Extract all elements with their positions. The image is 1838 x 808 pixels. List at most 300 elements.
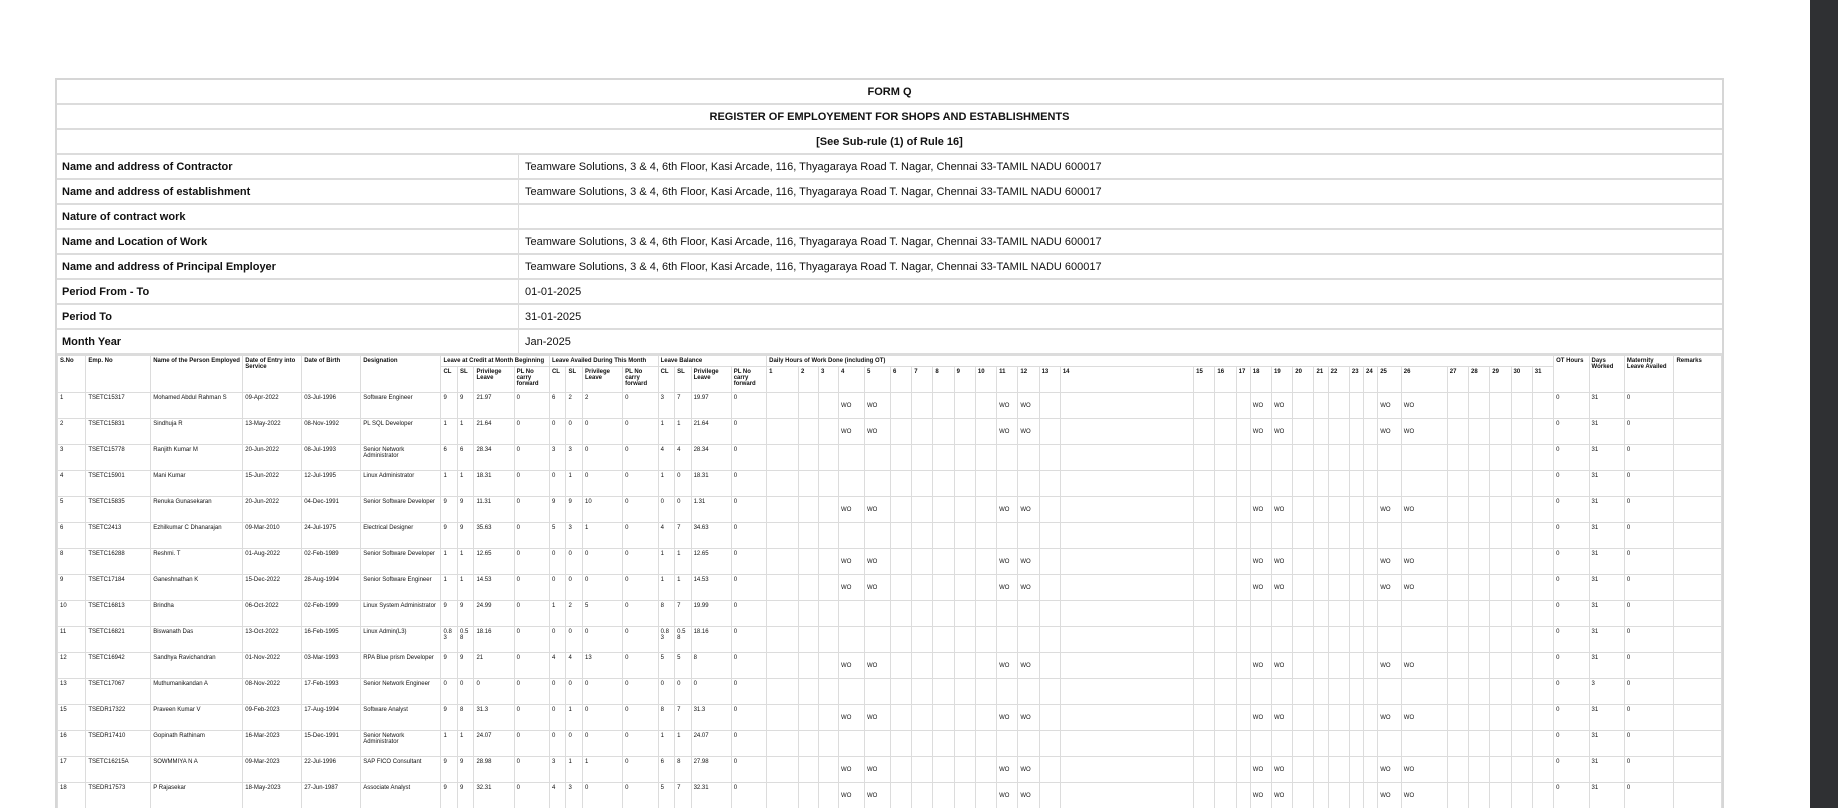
cell-day xyxy=(1215,497,1236,523)
cell-day xyxy=(912,393,933,419)
cell-day xyxy=(819,653,839,679)
cell-balance-sl: 0.58 xyxy=(675,627,692,653)
cell-day xyxy=(912,471,933,497)
cell-day xyxy=(1060,783,1193,808)
cell-day xyxy=(798,757,818,783)
cell-day xyxy=(1349,705,1363,731)
cell-name: SOWMMIYA N A xyxy=(151,757,243,783)
cell-day xyxy=(1039,549,1060,575)
cell-day: WO xyxy=(1272,419,1293,445)
cell-day xyxy=(1293,627,1314,653)
cell-doe: 13-May-2022 xyxy=(243,419,302,445)
table-row xyxy=(58,549,1722,575)
cell-day xyxy=(1511,497,1532,523)
cell-credit-sl: 9 xyxy=(457,393,474,419)
cell-remarks xyxy=(1674,653,1722,679)
cell-day xyxy=(1039,705,1060,731)
cell-day xyxy=(954,419,975,445)
cell-day xyxy=(1314,627,1328,653)
cell-day xyxy=(1349,471,1363,497)
cell-day: WO xyxy=(865,705,891,731)
cell-balance-sl: 8 xyxy=(675,757,692,783)
cell-availed-cl: 3 xyxy=(549,445,566,471)
cell-credit-sl: 9 xyxy=(457,523,474,549)
cell-credit-cl: 9 xyxy=(441,653,458,679)
cell-day xyxy=(954,679,975,705)
cell-days-worked: 3 xyxy=(1589,679,1624,705)
cell-availed-sl: 2 xyxy=(566,601,583,627)
sub-header-cl: CL xyxy=(441,367,458,393)
cell-day xyxy=(1532,627,1553,653)
cell-day xyxy=(767,653,799,679)
cell-day: WO xyxy=(1378,705,1402,731)
cell-day: WO xyxy=(1250,575,1271,601)
table-row xyxy=(58,419,1722,445)
cell-credit-pl: 21.97 xyxy=(474,393,514,419)
cell-day xyxy=(1236,549,1250,575)
cell-day: WO xyxy=(839,549,865,575)
cell-availed-pl-carry: 0 xyxy=(623,627,658,653)
cell-day xyxy=(819,601,839,627)
cell-day xyxy=(1272,679,1293,705)
cell-day: WO xyxy=(1018,757,1039,783)
day-header: 18 xyxy=(1250,367,1271,393)
cell-credit-pl-carry: 0 xyxy=(514,445,549,471)
cell-remarks xyxy=(1674,497,1722,523)
cell-day xyxy=(890,419,911,445)
cell-day xyxy=(1060,575,1193,601)
cell-day xyxy=(1272,523,1293,549)
cell-day xyxy=(1293,679,1314,705)
cell-name: Renuka Gunasekaran xyxy=(151,497,243,523)
cell-balance-sl: 7 xyxy=(675,601,692,627)
cell-day xyxy=(819,393,839,419)
cell-day xyxy=(1293,497,1314,523)
cell-credit-cl: 9 xyxy=(441,601,458,627)
cell-day xyxy=(1349,679,1363,705)
cell-day: WO xyxy=(1401,497,1447,523)
cell-day xyxy=(1314,653,1328,679)
cell-day xyxy=(1401,627,1447,653)
cell-day xyxy=(1236,601,1250,627)
sub-header-pl: Privilege Leave xyxy=(583,367,623,393)
cell-day xyxy=(975,757,996,783)
cell-day xyxy=(1314,601,1328,627)
cell-day xyxy=(1060,549,1193,575)
cell-day xyxy=(1039,627,1060,653)
cell-emp-no: TSETC16813 xyxy=(86,601,151,627)
cell-day xyxy=(767,445,799,471)
cell-designation: Senior Network Administrator xyxy=(361,445,441,471)
cell-day xyxy=(1272,601,1293,627)
cell-day xyxy=(1236,679,1250,705)
cell-remarks xyxy=(1674,679,1722,705)
cell-balance-pl-carry: 0 xyxy=(731,549,766,575)
sub-header-pl_carry: PL No carry forward xyxy=(623,367,658,393)
cell-day xyxy=(1194,471,1215,497)
cell-day xyxy=(912,445,933,471)
cell-day xyxy=(1039,679,1060,705)
cell-day xyxy=(1447,549,1468,575)
cell-day: WO xyxy=(1018,497,1039,523)
cell-balance-pl-carry: 0 xyxy=(731,497,766,523)
cell-emp-no: TSETC16821 xyxy=(86,627,151,653)
cell-day: WO xyxy=(1272,575,1293,601)
cell-credit-pl-carry: 0 xyxy=(514,523,549,549)
cell-day xyxy=(1018,627,1039,653)
cell-day xyxy=(1293,757,1314,783)
cell-day xyxy=(1060,653,1193,679)
cell-day xyxy=(819,549,839,575)
cell-day xyxy=(1532,575,1553,601)
cell-sno: 10 xyxy=(58,601,86,627)
cell-day xyxy=(1447,601,1468,627)
cell-day xyxy=(1349,419,1363,445)
cell-availed-cl: 0 xyxy=(549,549,566,575)
cell-ot-hours: 0 xyxy=(1554,419,1589,445)
cell-day xyxy=(819,731,839,757)
table-row xyxy=(58,523,1722,549)
cell-availed-pl: 1 xyxy=(583,757,623,783)
cell-ot-hours: 0 xyxy=(1554,523,1589,549)
cell-day: WO xyxy=(1250,419,1271,445)
cell-day xyxy=(1364,757,1378,783)
cell-emp-no: TSETC17067 xyxy=(86,679,151,705)
cell-day xyxy=(1236,705,1250,731)
cell-balance-pl-carry: 0 xyxy=(731,705,766,731)
cell-sno: 4 xyxy=(58,471,86,497)
cell-day xyxy=(1401,471,1447,497)
cell-day xyxy=(890,601,911,627)
cell-remarks xyxy=(1674,601,1722,627)
cell-day xyxy=(767,471,799,497)
cell-day xyxy=(1314,731,1328,757)
cell-doe: 09-Apr-2022 xyxy=(243,393,302,419)
cell-day xyxy=(1511,549,1532,575)
cell-day xyxy=(1447,757,1468,783)
cell-day xyxy=(1532,445,1553,471)
form-rule: [See Sub-rule (1) of Rule 16] xyxy=(57,130,1722,155)
col-header-doe: Date of Entry into Service xyxy=(243,356,302,393)
cell-sno: 12 xyxy=(58,653,86,679)
sub-header-pl_carry: PL No carry forward xyxy=(731,367,766,393)
cell-day xyxy=(1490,783,1511,808)
day-header: 21 xyxy=(1314,367,1328,393)
cell-day xyxy=(767,705,799,731)
col-header-designation: Designation xyxy=(361,356,441,393)
cell-day xyxy=(1215,601,1236,627)
table-row xyxy=(58,705,1722,731)
cell-availed-sl: 9 xyxy=(566,497,583,523)
cell-balance-pl: 19.99 xyxy=(691,601,731,627)
cell-day xyxy=(1349,653,1363,679)
day-header: 20 xyxy=(1293,367,1314,393)
cell-availed-cl: 0 xyxy=(549,705,566,731)
cell-day xyxy=(975,471,996,497)
cell-day xyxy=(1511,627,1532,653)
cell-day xyxy=(1532,549,1553,575)
cell-day xyxy=(1490,705,1511,731)
cell-day xyxy=(933,471,954,497)
cell-credit-pl-carry: 0 xyxy=(514,393,549,419)
cell-balance-pl: 27.98 xyxy=(691,757,731,783)
cell-remarks xyxy=(1674,471,1722,497)
day-header: 26 xyxy=(1401,367,1447,393)
cell-availed-cl: 3 xyxy=(549,757,566,783)
cell-credit-pl: 24.99 xyxy=(474,601,514,627)
cell-ot-hours: 0 xyxy=(1554,679,1589,705)
cell-credit-pl: 11.31 xyxy=(474,497,514,523)
cell-day xyxy=(1401,445,1447,471)
cell-availed-cl: 6 xyxy=(549,393,566,419)
cell-day xyxy=(865,523,891,549)
cell-balance-pl: 24.07 xyxy=(691,731,731,757)
cell-day xyxy=(1314,679,1328,705)
cell-day xyxy=(1532,679,1553,705)
cell-day xyxy=(1250,731,1271,757)
cell-day xyxy=(767,523,799,549)
cell-day xyxy=(1490,419,1511,445)
cell-day xyxy=(1532,653,1553,679)
day-header: 25 xyxy=(1378,367,1402,393)
cell-day xyxy=(865,471,891,497)
cell-credit-pl-carry: 0 xyxy=(514,757,549,783)
cell-day xyxy=(798,471,818,497)
cell-day xyxy=(1469,783,1490,808)
cell-day xyxy=(1490,601,1511,627)
cell-ot-hours: 0 xyxy=(1554,497,1589,523)
cell-day xyxy=(954,471,975,497)
cell-day xyxy=(1447,731,1468,757)
cell-designation: Linux Administrator xyxy=(361,471,441,497)
cell-availed-pl: 0 xyxy=(583,471,623,497)
cell-emp-no: TSETC15835 xyxy=(86,497,151,523)
cell-day xyxy=(997,601,1018,627)
cell-day xyxy=(954,393,975,419)
sub-header-pl: Privilege Leave xyxy=(691,367,731,393)
cell-day xyxy=(1194,757,1215,783)
cell-doe: 01-Nov-2022 xyxy=(243,653,302,679)
cell-day xyxy=(1194,653,1215,679)
cell-credit-cl: 9 xyxy=(441,523,458,549)
cell-day xyxy=(1236,575,1250,601)
cell-day xyxy=(997,523,1018,549)
cell-availed-sl: 1 xyxy=(566,471,583,497)
cell-day xyxy=(1314,393,1328,419)
cell-day xyxy=(1060,757,1193,783)
cell-day xyxy=(865,445,891,471)
cell-day xyxy=(1532,783,1553,808)
cell-day: WO xyxy=(1401,393,1447,419)
col-header-leave-credit: Leave at Credit at Month Beginning xyxy=(441,356,550,367)
cell-day xyxy=(890,549,911,575)
cell-day xyxy=(1250,679,1271,705)
cell-balance-cl: 1 xyxy=(658,731,675,757)
cell-day xyxy=(1060,523,1193,549)
register-sheet xyxy=(55,78,1724,808)
cell-credit-sl: 9 xyxy=(457,783,474,808)
cell-availed-pl: 2 xyxy=(583,393,623,419)
cell-day xyxy=(1194,575,1215,601)
info-row-nature xyxy=(57,205,1722,230)
cell-balance-pl-carry: 0 xyxy=(731,471,766,497)
cell-day xyxy=(865,679,891,705)
cell-credit-pl-carry: 0 xyxy=(514,679,549,705)
cell-day xyxy=(1039,757,1060,783)
cell-day xyxy=(798,601,818,627)
cell-day: WO xyxy=(997,575,1018,601)
day-header: 5 xyxy=(865,367,891,393)
cell-day: WO xyxy=(865,393,891,419)
cell-remarks xyxy=(1674,445,1722,471)
cell-day xyxy=(997,445,1018,471)
cell-day xyxy=(1364,705,1378,731)
cell-day: WO xyxy=(1250,497,1271,523)
cell-day xyxy=(1447,679,1468,705)
vertical-scrollbar[interactable] xyxy=(1810,0,1838,808)
col-header-leave-availed: Leave Availed During This Month xyxy=(549,356,658,367)
cell-day xyxy=(1349,549,1363,575)
cell-day xyxy=(933,705,954,731)
info-value: Jan-2025 xyxy=(525,335,571,348)
cell-days-worked: 31 xyxy=(1589,523,1624,549)
cell-balance-sl: 7 xyxy=(675,523,692,549)
cell-ot-hours: 0 xyxy=(1554,783,1589,808)
cell-day: WO xyxy=(1401,757,1447,783)
cell-day xyxy=(890,705,911,731)
cell-balance-cl: 1 xyxy=(658,419,675,445)
cell-doe: 09-Mar-2010 xyxy=(243,523,302,549)
cell-doe: 13-Oct-2022 xyxy=(243,627,302,653)
cell-day xyxy=(1194,393,1215,419)
cell-day xyxy=(1364,601,1378,627)
cell-availed-sl: 3 xyxy=(566,783,583,808)
cell-availed-sl: 1 xyxy=(566,705,583,731)
cell-day xyxy=(890,679,911,705)
cell-days-worked: 31 xyxy=(1589,471,1624,497)
cell-maternity: 0 xyxy=(1624,601,1674,627)
cell-day xyxy=(839,471,865,497)
cell-balance-pl-carry: 0 xyxy=(731,731,766,757)
cell-dob: 28-Aug-1994 xyxy=(302,575,361,601)
cell-day xyxy=(1314,471,1328,497)
cell-credit-sl: 0.58 xyxy=(457,627,474,653)
cell-day xyxy=(912,497,933,523)
cell-day xyxy=(1215,419,1236,445)
cell-doe: 15-Jun-2022 xyxy=(243,471,302,497)
day-header: 31 xyxy=(1532,367,1553,393)
cell-day xyxy=(1039,731,1060,757)
cell-day xyxy=(1378,627,1402,653)
cell-day xyxy=(1272,445,1293,471)
cell-day xyxy=(1039,783,1060,808)
cell-dob: 15-Dec-1991 xyxy=(302,731,361,757)
cell-day xyxy=(933,497,954,523)
cell-day xyxy=(767,419,799,445)
cell-day xyxy=(933,523,954,549)
cell-day xyxy=(1447,653,1468,679)
cell-day xyxy=(1215,757,1236,783)
day-header: 4 xyxy=(839,367,865,393)
cell-day xyxy=(1378,445,1402,471)
cell-credit-pl: 18.31 xyxy=(474,471,514,497)
cell-day xyxy=(1018,679,1039,705)
cell-day xyxy=(1490,679,1511,705)
cell-day xyxy=(1469,653,1490,679)
cell-day xyxy=(1328,419,1349,445)
cell-balance-sl: 7 xyxy=(675,783,692,808)
cell-day xyxy=(1314,445,1328,471)
cell-day xyxy=(954,523,975,549)
info-row-contractor xyxy=(57,155,1722,180)
cell-availed-cl: 9 xyxy=(549,497,566,523)
cell-balance-cl: 1 xyxy=(658,549,675,575)
cell-day xyxy=(1490,731,1511,757)
cell-day xyxy=(890,731,911,757)
cell-balance-cl: 3 xyxy=(658,393,675,419)
cell-day xyxy=(1194,731,1215,757)
cell-day xyxy=(1364,549,1378,575)
cell-day: WO xyxy=(1018,549,1039,575)
cell-day: WO xyxy=(1018,419,1039,445)
cell-day xyxy=(1469,757,1490,783)
cell-day xyxy=(1293,705,1314,731)
info-value: Teamware Solutions, 3 & 4, 6th Floor, Kasi Arcade, 116, Thyagaraya Road T. Nagar, Chennai 33-TAMIL NADU 600017 xyxy=(525,185,1102,198)
cell-balance-pl-carry: 0 xyxy=(731,627,766,653)
cell-day xyxy=(1469,627,1490,653)
cell-sno: 9 xyxy=(58,575,86,601)
cell-day xyxy=(1447,497,1468,523)
cell-balance-pl-carry: 0 xyxy=(731,445,766,471)
day-header: 7 xyxy=(912,367,933,393)
cell-day xyxy=(1349,497,1363,523)
cell-day xyxy=(1490,549,1511,575)
cell-day xyxy=(912,653,933,679)
cell-day xyxy=(1236,523,1250,549)
cell-day xyxy=(1364,627,1378,653)
cell-day xyxy=(954,445,975,471)
cell-day xyxy=(1215,393,1236,419)
cell-days-worked: 31 xyxy=(1589,757,1624,783)
cell-day xyxy=(1378,523,1402,549)
cell-day xyxy=(1194,523,1215,549)
cell-day xyxy=(933,393,954,419)
cell-sno: 6 xyxy=(58,523,86,549)
cell-day xyxy=(819,627,839,653)
cell-availed-pl-carry: 0 xyxy=(623,497,658,523)
cell-day: WO xyxy=(1272,549,1293,575)
cell-ot-hours: 0 xyxy=(1554,653,1589,679)
cell-credit-pl-carry: 0 xyxy=(514,653,549,679)
cell-day xyxy=(1060,731,1193,757)
cell-designation: RPA Blue prism Developer xyxy=(361,653,441,679)
cell-day xyxy=(819,471,839,497)
cell-day: WO xyxy=(1250,783,1271,808)
cell-day xyxy=(865,731,891,757)
cell-balance-pl: 31.3 xyxy=(691,705,731,731)
cell-credit-cl: 9 xyxy=(441,393,458,419)
cell-day xyxy=(839,445,865,471)
cell-day xyxy=(819,497,839,523)
cell-day xyxy=(1349,601,1363,627)
cell-day xyxy=(1378,471,1402,497)
cell-day xyxy=(1215,653,1236,679)
cell-balance-pl: 34.63 xyxy=(691,523,731,549)
cell-day xyxy=(975,523,996,549)
cell-availed-cl: 0 xyxy=(549,731,566,757)
cell-designation: PL SQL Developer xyxy=(361,419,441,445)
cell-credit-pl-carry: 0 xyxy=(514,471,549,497)
